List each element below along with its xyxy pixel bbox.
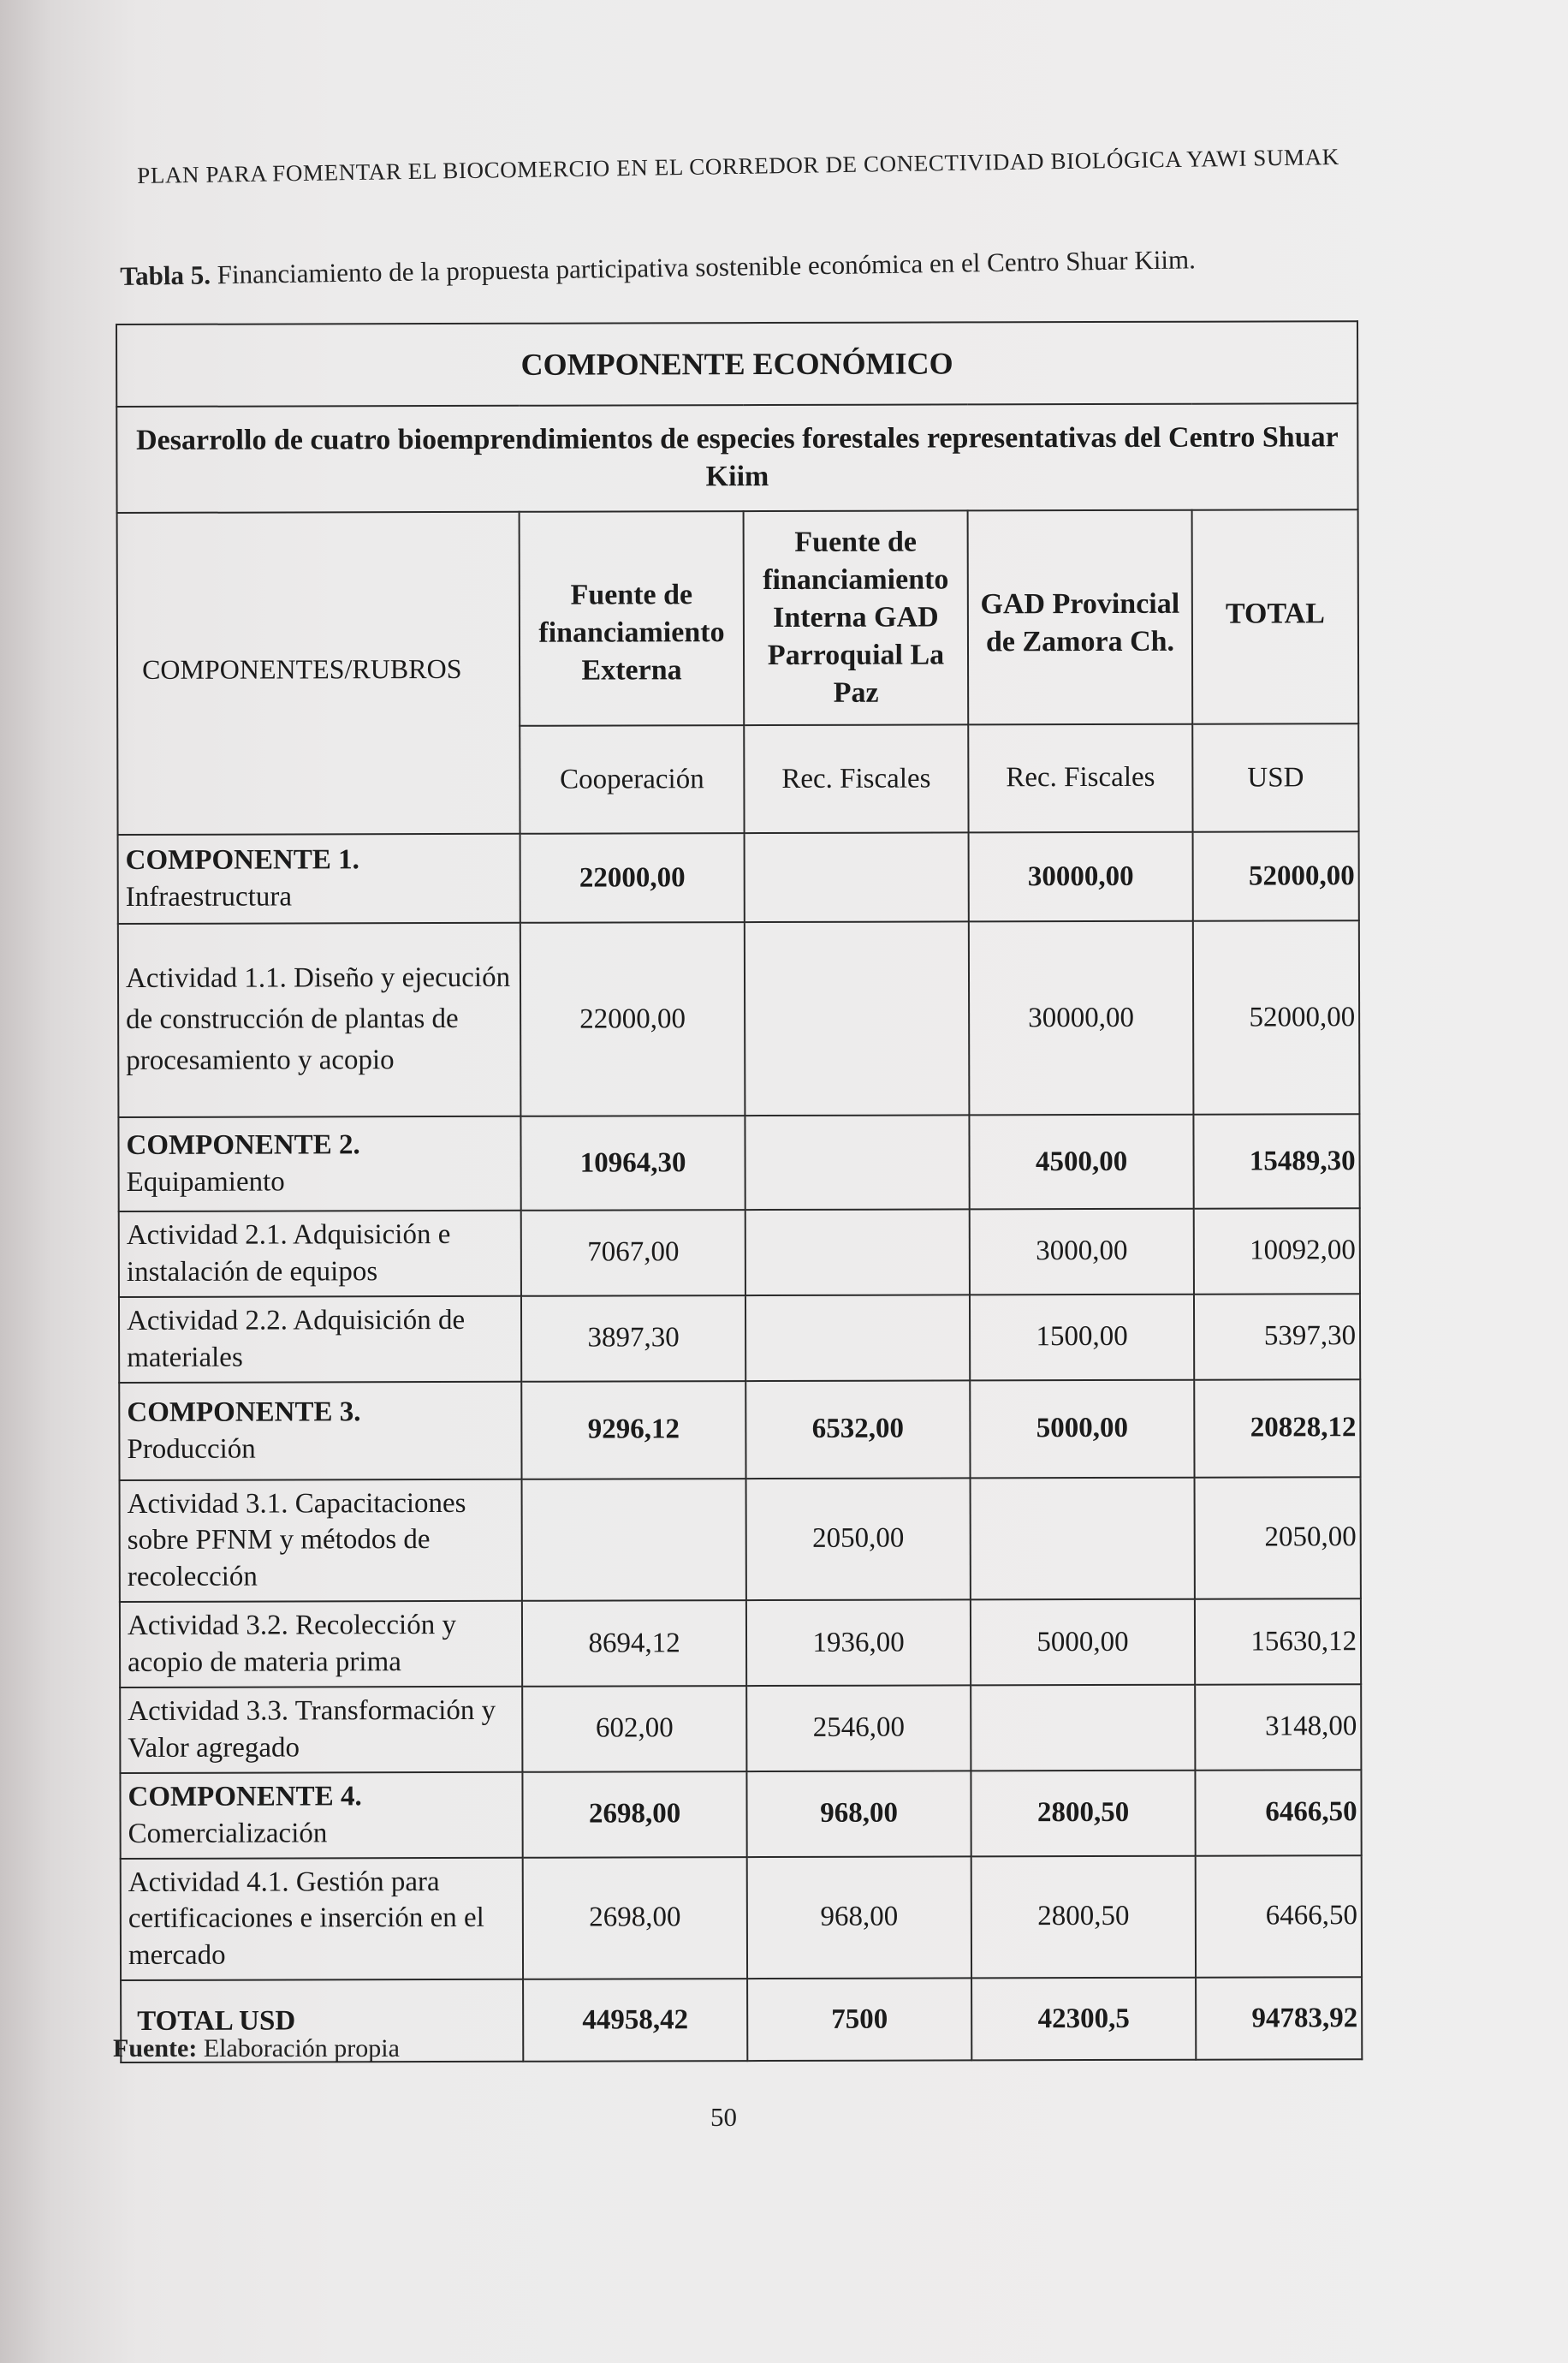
cell-externa: 2698,00 [523, 1857, 747, 1979]
cell-gad: 3000,00 [970, 1209, 1194, 1295]
cell-total: 6466,50 [1196, 1855, 1362, 1978]
component-title: COMPONENTE 3. [127, 1396, 361, 1428]
row-label: Actividad 3.3. Transformación y Valor agregado [120, 1687, 522, 1773]
cell-total: 52000,00 [1193, 831, 1359, 921]
table-source [113, 2034, 400, 2063]
total-interna: 7500 [747, 1979, 971, 2062]
cell-interna: 6532,00 [745, 1380, 970, 1479]
cell-interna [745, 1295, 970, 1380]
cell-gad: 4500,00 [969, 1115, 1193, 1210]
financing-table [116, 320, 1363, 2063]
cell-total: 6466,50 [1195, 1770, 1361, 1855]
cell-interna [745, 1209, 970, 1295]
cell-gad: 2800,50 [971, 1771, 1195, 1856]
table-row-activity-2-1 [119, 1208, 1360, 1297]
row-label: Actividad 4.1. Gestión para certificaciones e inserción en el mercado [121, 1857, 523, 1980]
cell-externa: 9296,12 [521, 1381, 745, 1479]
subheader-gad: Rec. Fiscales [968, 724, 1192, 833]
row-label: Actividad 2.2. Adquisición de materiales [119, 1296, 521, 1383]
subheader-total: USD [1192, 723, 1358, 832]
total-total: 94783,92 [1196, 1977, 1362, 2060]
cell-externa: 602,00 [522, 1686, 746, 1771]
table-row-component-2 [118, 1114, 1359, 1211]
row-label [118, 1116, 520, 1211]
cell-externa: 3897,30 [521, 1295, 745, 1381]
cell-externa: 7067,00 [521, 1210, 745, 1295]
table-row-activity-3-1 [120, 1477, 1361, 1602]
col-header-interna: Fuente de financiamiento Interna GAD Parroquial La Paz [744, 510, 969, 725]
cell-interna: 968,00 [746, 1771, 971, 1856]
table-row-component-3 [119, 1379, 1360, 1480]
row-label: Actividad 3.2. Recolección y acopio de materia prima [120, 1601, 522, 1687]
cell-total: 3148,00 [1195, 1684, 1361, 1770]
page-number: 50 [710, 2102, 737, 2132]
col-header-externa: Fuente de financiamiento Externa [520, 511, 745, 726]
cell-interna: 968,00 [747, 1856, 971, 1979]
component-name: Comercialización [128, 1818, 328, 1849]
row-label: Actividad 1.1. Diseño y ejecución de construcción de plantas de procesamiento y acopio [118, 923, 521, 1117]
cell-externa: 10964,30 [520, 1116, 745, 1211]
row-label [118, 834, 520, 924]
col-header-total: TOTAL [1192, 509, 1359, 724]
cell-gad: 30000,00 [969, 832, 1193, 922]
running-header: PLAN PARA FOMENTAR EL BIOCOMERCIO EN EL CORREDOR DE CONECTIVIDAD BIOLÓGICA YAWI SUMAK [137, 143, 1340, 188]
cell-externa: 8694,12 [522, 1600, 746, 1686]
cell-gad: 2800,50 [971, 1855, 1196, 1978]
cell-externa: 22000,00 [520, 922, 745, 1116]
cell-interna [745, 1115, 969, 1210]
source-text: Elaboración propia [203, 2034, 400, 2062]
financing-table-wrapper [116, 320, 1361, 2063]
cell-interna [745, 832, 969, 922]
cell-interna: 2546,00 [746, 1685, 971, 1771]
component-title: COMPONENTE 2. [126, 1129, 360, 1162]
row-label: Actividad 2.1. Adquisición e instalación de equipos [119, 1211, 521, 1297]
col-header-gad: GAD Provincial de Zamora Ch. [968, 510, 1193, 725]
table-subtitle: Desarrollo de cuatro bioemprendimientos de especies forestales representativas del Centro Shuar Kiim [116, 403, 1357, 513]
cell-interna: 1936,00 [746, 1600, 971, 1686]
table-title: COMPONENTE ECONÓMICO [116, 321, 1357, 407]
total-gad: 42300,5 [971, 1978, 1196, 2061]
component-name: Infraestructura [125, 881, 293, 913]
cell-total: 10092,00 [1194, 1208, 1360, 1294]
total-externa: 44958,42 [523, 1979, 747, 2062]
subheader-interna: Rec. Fiscales [744, 724, 968, 833]
component-name: Producción [127, 1433, 256, 1465]
cell-interna: 2050,00 [746, 1478, 971, 1600]
subheader-externa: Cooperación [520, 725, 744, 834]
cell-total: 15489,30 [1193, 1114, 1359, 1209]
cell-externa: 2698,00 [522, 1771, 746, 1857]
table-subtitle-row [116, 403, 1357, 513]
col-header-rubros: COMPONENTES/RUBROS [117, 512, 520, 835]
component-title: COMPONENTE 1. [125, 844, 359, 877]
cell-total: 5397,30 [1194, 1294, 1360, 1379]
cell-gad [971, 1685, 1195, 1771]
caption-label: Tabla 5. [120, 259, 211, 291]
cell-externa [522, 1479, 746, 1601]
cell-gad: 30000,00 [969, 921, 1194, 1116]
cell-total: 15630,12 [1195, 1598, 1361, 1684]
table-row-activity-3-2 [120, 1598, 1361, 1687]
row-label: Actividad 3.1. Capacitaciones sobre PFNM y métodos de recolección [120, 1479, 522, 1602]
table-caption [120, 241, 1361, 292]
component-title: COMPONENTE 4. [128, 1781, 362, 1812]
row-label [120, 1772, 522, 1859]
cell-total: 20828,12 [1194, 1379, 1360, 1478]
cell-gad: 5000,00 [971, 1599, 1195, 1685]
cell-total: 2050,00 [1195, 1477, 1361, 1599]
caption-text: Financiamiento de la propuesta participativa sostenible económica en el Centro Shuar Kiim. [217, 244, 1197, 290]
cell-interna [745, 921, 970, 1116]
table-row-component-1 [118, 831, 1359, 924]
cell-gad: 5000,00 [970, 1379, 1194, 1478]
cell-total: 52000,00 [1193, 920, 1360, 1115]
total-label: TOTAL USD [121, 1979, 523, 2062]
table-title-row [116, 321, 1357, 407]
cell-externa: 22000,00 [520, 833, 745, 923]
cell-gad [971, 1477, 1195, 1599]
component-name: Equipamiento [126, 1166, 285, 1198]
table-row-activity-2-2 [119, 1294, 1360, 1383]
table-row-activity-4-1 [121, 1855, 1362, 1980]
table-row-activity-3-3 [120, 1684, 1361, 1773]
source-label: Fuente: [113, 2034, 198, 2062]
column-header-row [117, 509, 1359, 727]
table-row-activity-1-1 [118, 920, 1360, 1117]
cell-gad: 1500,00 [970, 1294, 1194, 1379]
table-row-component-4 [120, 1770, 1361, 1859]
row-label [119, 1381, 521, 1479]
